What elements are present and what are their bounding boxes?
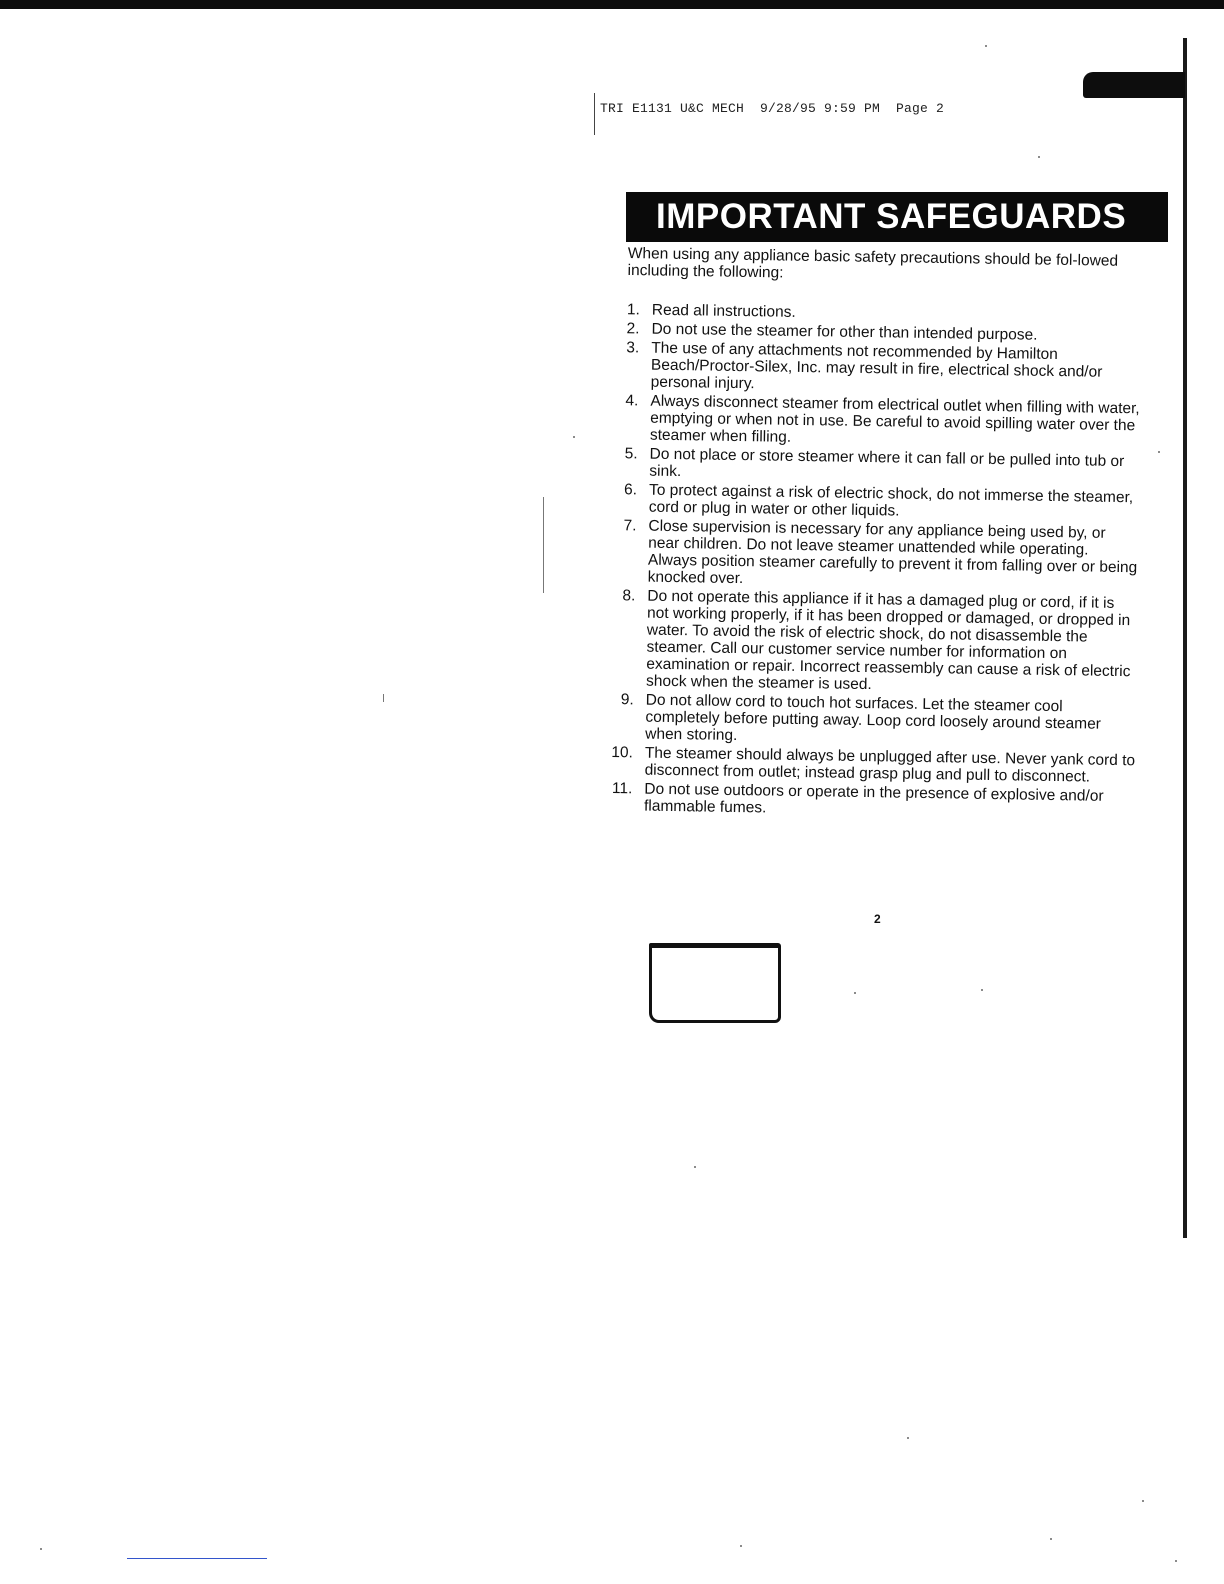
list-item [609,445,1141,487]
scan-speck [854,992,856,994]
item-text: The steamer should always be unplugged after use. Never yank cord to disconnect from outlet; instead grasp plug and pull to disconnect. [644,744,1136,786]
scan-artifact-line [543,497,544,593]
list-item [604,780,1136,822]
item-number: 3. [626,339,640,357]
safeguards-list [604,301,1144,824]
scan-speck [1050,1538,1052,1540]
item-number: 7. [623,517,637,535]
item-number: 6. [623,481,638,499]
fax-header-tick [594,93,595,135]
scan-top-edge [0,0,1224,9]
corner-registration-mark [1083,72,1185,98]
intro-paragraph: When using any appliance basic safety precautions should be fol-lowed including the following: [627,245,1119,282]
list-item [609,481,1141,523]
item-text: Always disconnect steamer from electrical outlet when filling with water, emptying or when not in use. Be careful to avoid spilling water over the steamer when filling. [649,392,1140,446]
page-title: IMPORTANT SAFEGUARDS [626,192,1168,242]
list-item [608,517,1141,593]
scan-speck [573,436,575,438]
item-text: Do not place or store steamer where it can fall or be pulled into tub or sink. [649,445,1125,481]
item-number: 8. [622,587,636,605]
item-number: 5. [624,445,638,463]
list-item [605,691,1138,750]
page-number: 2 [874,912,881,926]
scan-speck [694,1166,696,1168]
item-number: 9. [620,691,634,709]
scan-speck [981,989,983,991]
item-text: Do not use the steamer for other than intended purpose. [651,320,1038,344]
fax-header: TRI E1131 U&C MECH 9/28/95 9:59 PM Page 2 [600,101,945,116]
item-text: Read all instructions. [651,301,796,321]
item-text: Close supervision is necessary for any appliance being used by, or near children. Do not leave steamer unattended while operating. Always position steamer carefully to prevent it from falling over or being knocked over. [647,517,1138,588]
scan-speck [1142,1500,1144,1502]
item-text: To protect against a risk of electric shock, do not immerse the steamer, cord or plug in water or other liquids. [648,481,1134,520]
scan-speck [1175,1560,1177,1562]
item-number: 10. [611,744,634,762]
item-number: 11. [611,780,633,798]
list-item [611,339,1144,398]
scan-speck [740,1545,742,1547]
list-item [610,392,1143,451]
item-text: Do not allow cord to touch hot surfaces. Let the steamer cool completely before putting away. Loop cord loosely around steamer when storing. [645,691,1102,745]
item-number: 2. [626,320,640,338]
item-number: 1. [626,301,640,319]
item-text: Do not use outdoors or operate in the presence of explosive and/or flammable fumes. [643,780,1104,817]
item-text: Do not operate this appliance if it has a damaged plug or cord, if it is not working properly, if it has been dropped or damaged, or dropped in water. To avoid the risk of electric shock, do not disassemble the steamer. Call our customer service number for information on examination or repair. Incorrect reassembly can cause a risk of electric shock when the steamer is used. [645,587,1131,694]
item-text: The use of any attachments not recommended by Hamilton Beach/Proctor-Silex, Inc. may result in fire, electrical shock and/or personal injury. [650,339,1103,393]
scan-right-edge-line [1183,38,1187,1238]
scan-speck [985,45,987,47]
scan-speck [1038,156,1040,158]
scan-speck [1158,451,1160,453]
list-item [605,744,1137,786]
stamp-box-mark [649,943,781,1023]
scan-speck [907,1437,909,1439]
list-item [606,587,1140,697]
scan-artifact-underline [127,1558,267,1559]
scan-speck [40,1548,42,1550]
scan-artifact-line [383,694,384,702]
item-number: 4. [625,392,639,410]
